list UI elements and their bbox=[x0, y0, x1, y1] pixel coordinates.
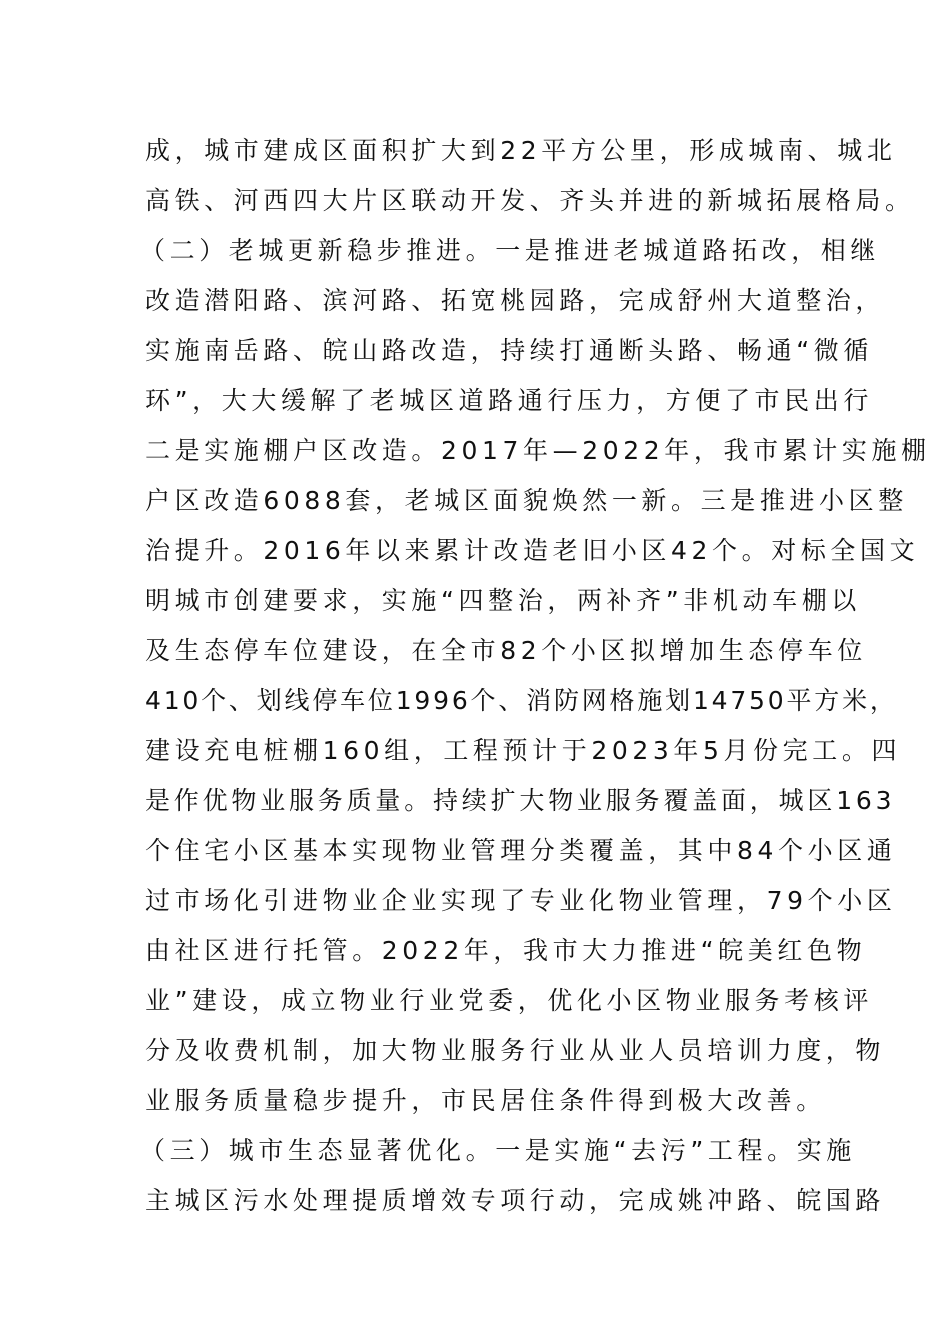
text-line: 成，城市建成区面积扩大到22平方公里，形成城南、城北 bbox=[145, 136, 897, 165]
section-heading-line: （三）城市生态显著优化。一是实施“去污”工程。实施 bbox=[140, 1136, 856, 1165]
text-line: 高铁、河西四大片区联动开发、齐头并进的新城拓展格局。 bbox=[145, 186, 915, 215]
text-line: 改造潜阳路、滨河路、拓宽桃园路，完成舒州大道整治， bbox=[145, 286, 886, 315]
text-line: 及生态停车位建设，在全市82个小区拟增加生态停车位 bbox=[145, 636, 867, 665]
text-line: 主城区污水处理提质增效专项行动，完成姚冲路、皖国路 bbox=[145, 1186, 886, 1215]
text-line: 业服务质量稳步提升，市民居住条件得到极大改善。 bbox=[145, 1086, 826, 1115]
text-line: 建设充电桩棚160组，工程预计于2023年5月份完工。四 bbox=[145, 736, 902, 765]
text-line: 业”建设，成立物业行业党委，优化小区物业服务考核评 bbox=[145, 986, 873, 1015]
text-line: 个住宅小区基本实现物业管理分类覆盖，其中84个小区通 bbox=[145, 836, 897, 865]
text-line: 分及收费机制，加大物业服务行业从业人员培训力度，物 bbox=[145, 1036, 886, 1065]
text-line: 是作优物业服务质量。持续扩大物业服务覆盖面，城区163 bbox=[145, 786, 896, 815]
text-line: 户区改造6088套，老城区面貌焕然一新。三是推进小区整 bbox=[145, 486, 908, 515]
text-line: 治提升。2016年以来累计改造老旧小区42个。对标全国文 bbox=[145, 536, 920, 565]
text-line: 过市场化引进物业企业实现了专业化物业管理，79个小区 bbox=[145, 886, 897, 915]
text-line: 明城市创建要求，实施“四整治，两补齐”非机动车棚以 bbox=[145, 586, 861, 615]
text-line: 环”，大大缓解了老城区道路通行压力，方便了市民出行 bbox=[145, 386, 873, 415]
section-heading-line: （二）老城更新稳步推进。一是推进老城道路拓改，相继 bbox=[140, 236, 881, 265]
text-line: 410个、划线停车位1996个、消防网格施划14750平方米， bbox=[145, 686, 898, 715]
text-line: 实施南岳路、皖山路改造，持续打通断头路、畅通“微循 bbox=[145, 336, 873, 365]
text-line: 二是实施棚户区改造。2017年—2022年，我市累计实施棚 bbox=[145, 436, 931, 465]
text-line: 由社区进行托管。2022年，我市大力推进“皖美红色物 bbox=[145, 936, 867, 965]
